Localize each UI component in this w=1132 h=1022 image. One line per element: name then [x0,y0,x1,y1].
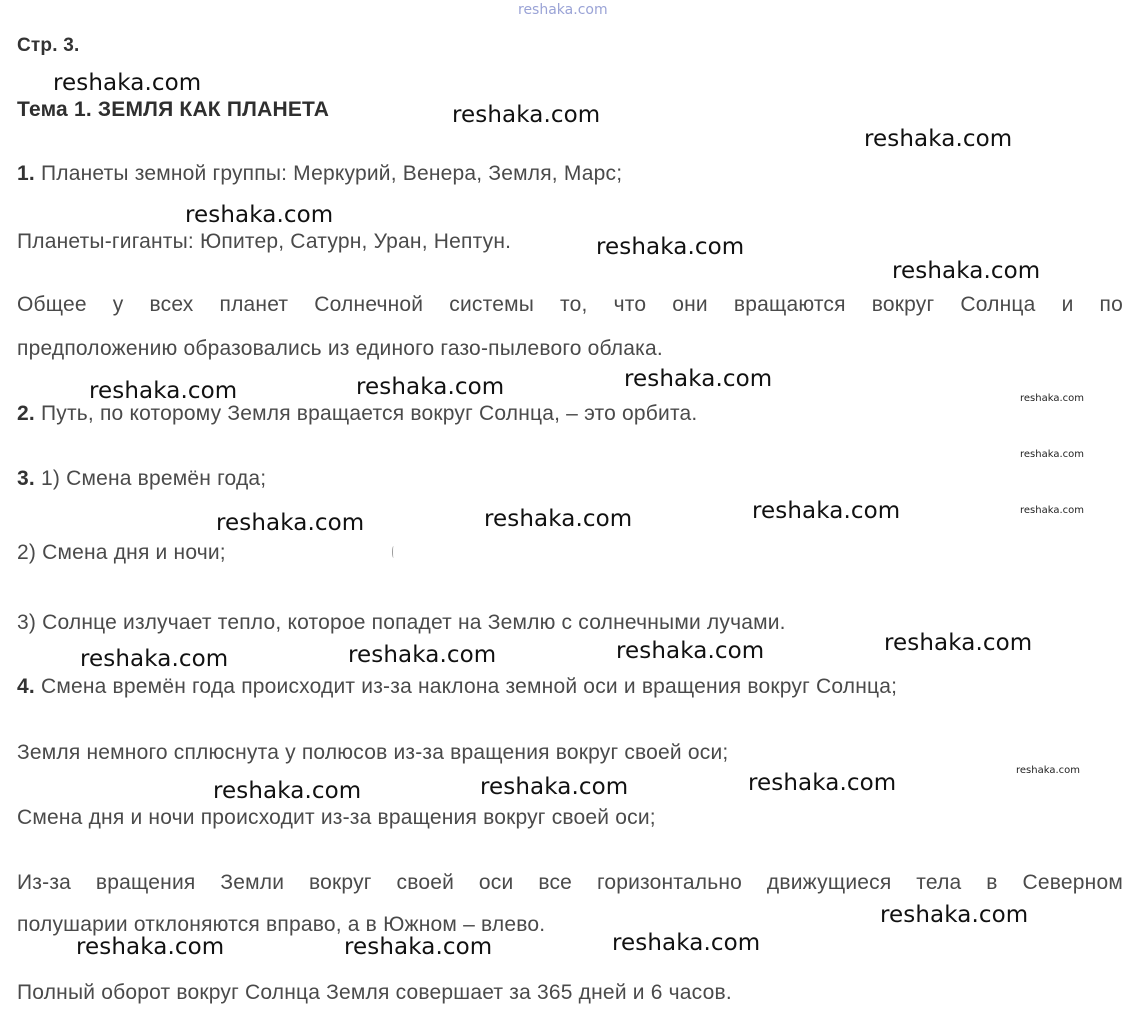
watermark: reshaka.com [348,642,497,668]
watermark: reshaka.com [76,934,225,960]
watermark: reshaka.com [612,930,761,956]
watermark: reshaka.com [213,778,362,804]
watermark: reshaka.com [484,506,633,532]
answer-1-common-line2: предположению образовались из единого газо-пылевого облака. [17,337,663,360]
watermark: reshaka.com [452,102,601,128]
answer-3-item2: 2) Смена дня и ночи; [17,541,226,564]
watermark: reshaka.com [596,234,745,260]
watermark-small: reshaka.com [1020,393,1084,404]
answer-1-number: 1. [17,162,35,185]
watermark: reshaka.com [616,638,765,664]
topic-title: Тема 1. ЗЕМЛЯ КАК ПЛАНЕТА [17,98,330,121]
watermark-small: reshaka.com [1020,505,1084,516]
page-label: Стр. 3. [17,35,80,56]
watermark-small: reshaka.com [1016,765,1080,776]
watermark: reshaka.com [344,934,493,960]
answer-4-line1-text: Смена времён года происходит из-за наклона земной оси и вращения вокруг Солнца; [40,675,898,698]
answer-4-number: 4. [17,675,35,698]
site-watermark-top: reshaka.com [518,2,608,18]
answer-2 [17,401,697,427]
answer-3-number: 3. [17,467,35,490]
answer-4-line5: Полный оборот вокруг Солнца Земля совершает за 365 дней и 6 часов. [17,981,732,1004]
watermark: reshaka.com [884,630,1033,656]
answer-4-line4a: Из-за вращения Земли вокруг своей оси все горизонтально движущиеся тела в Северном [17,871,1123,894]
watermark: reshaka.com [624,366,773,392]
watermark: reshaka.com [892,258,1041,284]
watermark: reshaka.com [356,374,505,400]
answer-1-terrestrial [17,161,622,187]
answer-3-item3: 3) Солнце излучает тепло, которое попадет на Землю с солнечными лучами. [17,611,786,634]
watermark: reshaka.com [216,510,365,536]
answer-3-item1-text: 1) Смена времён года; [40,467,267,490]
answer-4-line2: Земля немного сплюснута у полюсов из-за вращения вокруг своей оси; [17,741,729,764]
answer-2-text: Путь, по которому Земля вращается вокруг Солнца, – это орбита. [40,402,698,425]
watermark: reshaka.com [480,774,629,800]
watermark: reshaka.com [880,902,1029,928]
watermark: reshaka.com [748,770,897,796]
watermark: reshaka.com [185,202,334,228]
watermark: reshaka.com [864,126,1013,152]
answer-3-item1 [17,466,266,492]
answer-4-line4b: полушарии отклоняются вправо, а в Южном – влево. [17,913,546,936]
watermark: reshaka.com [89,378,238,404]
answer-1-giants: Планеты-гиганты: Юпитер, Сатурн, Уран, Нептун. [17,230,512,253]
answer-2-number: 2. [17,402,35,425]
watermark-small: reshaka.com [1020,449,1084,460]
answer-1-terrestrial-text: Планеты земной группы: Меркурий, Венера, Земля, Марс; [40,162,623,185]
answer-4-line1 [17,674,897,700]
watermark: reshaka.com [53,70,202,96]
stray-mark [392,546,395,558]
answer-1-common-line1: Общее у всех планет Солнечной системы то, что они вращаются вокруг Солнца и по [17,293,1123,316]
watermark: reshaka.com [80,646,229,672]
watermark: reshaka.com [752,498,901,524]
answer-4-line3: Смена дня и ночи происходит из-за вращения вокруг своей оси; [17,806,656,829]
